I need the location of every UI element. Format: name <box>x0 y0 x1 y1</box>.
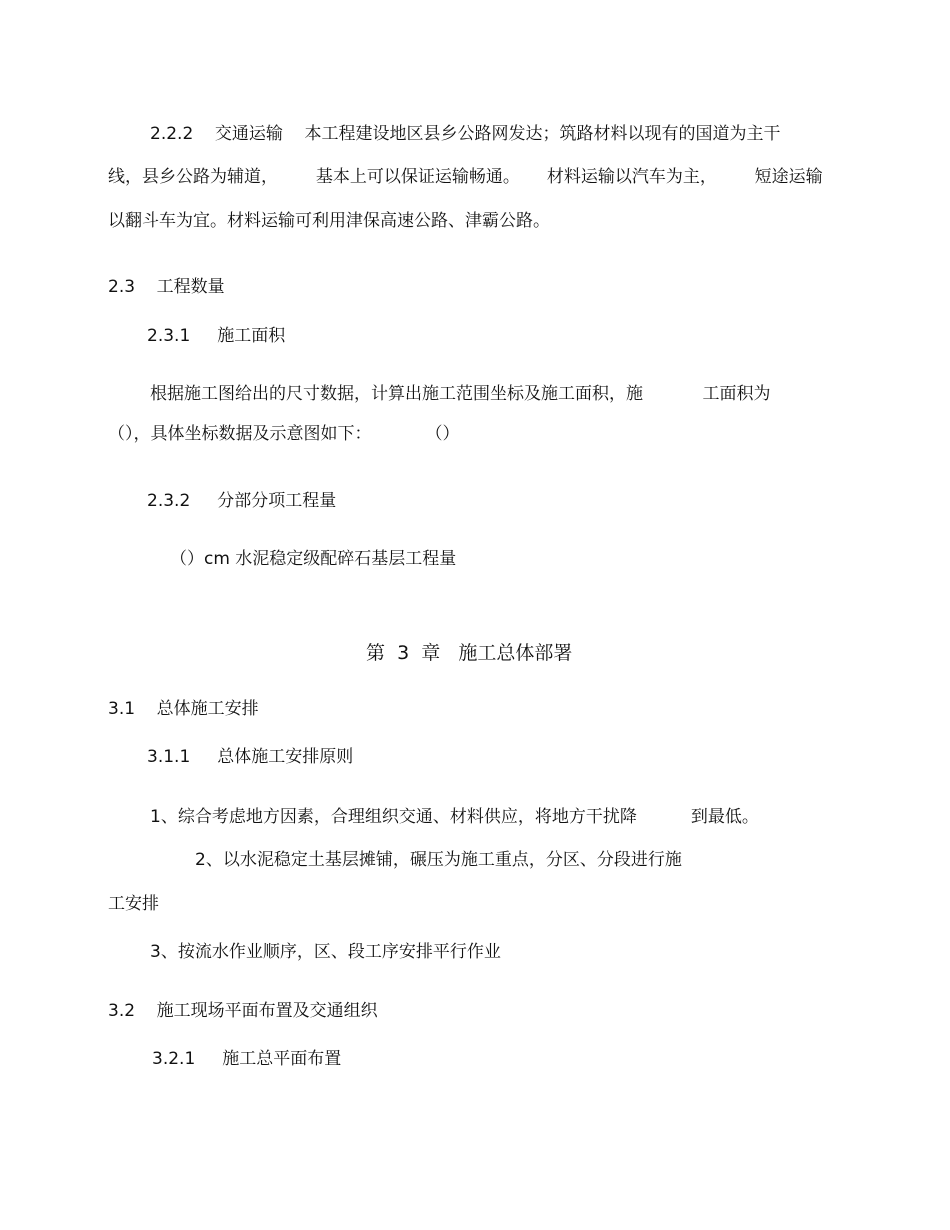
section-2-3-1-line-2: （），具体坐标数据及示意图如下： （） <box>108 424 460 444</box>
section-2-3-heading: 2.3 工程数量 <box>108 277 225 297</box>
chapter-3-title: 第 3 章 施工总体部署 <box>366 642 573 664</box>
section-3-1-heading: 3.1 总体施工安排 <box>108 699 259 719</box>
section-2-2-2-line-1: 2.2.2 交通运输 本工程建设地区县乡公路网发达；筑路材料以现有的国道为主干 <box>150 124 781 144</box>
section-3-2-1-heading: 3.2.1 施工总平面布置 <box>152 1049 342 1069</box>
principle-item-1: 1、综合考虑地方因素，合理组织交通、材料供应，将地方干扰降 到最低。 <box>150 807 759 827</box>
principle-item-2-line-1: 2、以水泥稳定土基层摊铺，碾压为施工重点，分区、分段进行施 <box>195 850 682 870</box>
section-3-2-heading: 3.2 施工现场平面布置及交通组织 <box>108 1001 378 1021</box>
section-2-2-2-line-3: 以翻斗车为宜。材料运输可利用津保高速公路、津霸公路。 <box>108 211 550 231</box>
section-2-2-2-line-2: 线，县乡公路为辅道， 基本上可以保证运输畅通。 材料运输以汽车为主， 短途运输 <box>108 167 823 187</box>
section-2-3-2-item: （）cm 水泥稳定级配碎石基层工程量 <box>170 549 457 569</box>
principle-item-2-line-2: 工安排 <box>108 894 159 914</box>
principle-item-3: 3、按流水作业顺序，区、段工序安排平行作业 <box>150 942 501 962</box>
section-3-1-1-heading: 3.1.1 总体施工安排原则 <box>147 747 354 767</box>
section-2-3-1-heading: 2.3.1 施工面积 <box>147 326 286 346</box>
section-2-3-1-line-1: 根据施工图给出的尺寸数据，计算出施工范围坐标及施工面积，施 工面积为 <box>150 384 771 404</box>
section-2-3-2-heading: 2.3.2 分部分项工程量 <box>147 491 337 511</box>
